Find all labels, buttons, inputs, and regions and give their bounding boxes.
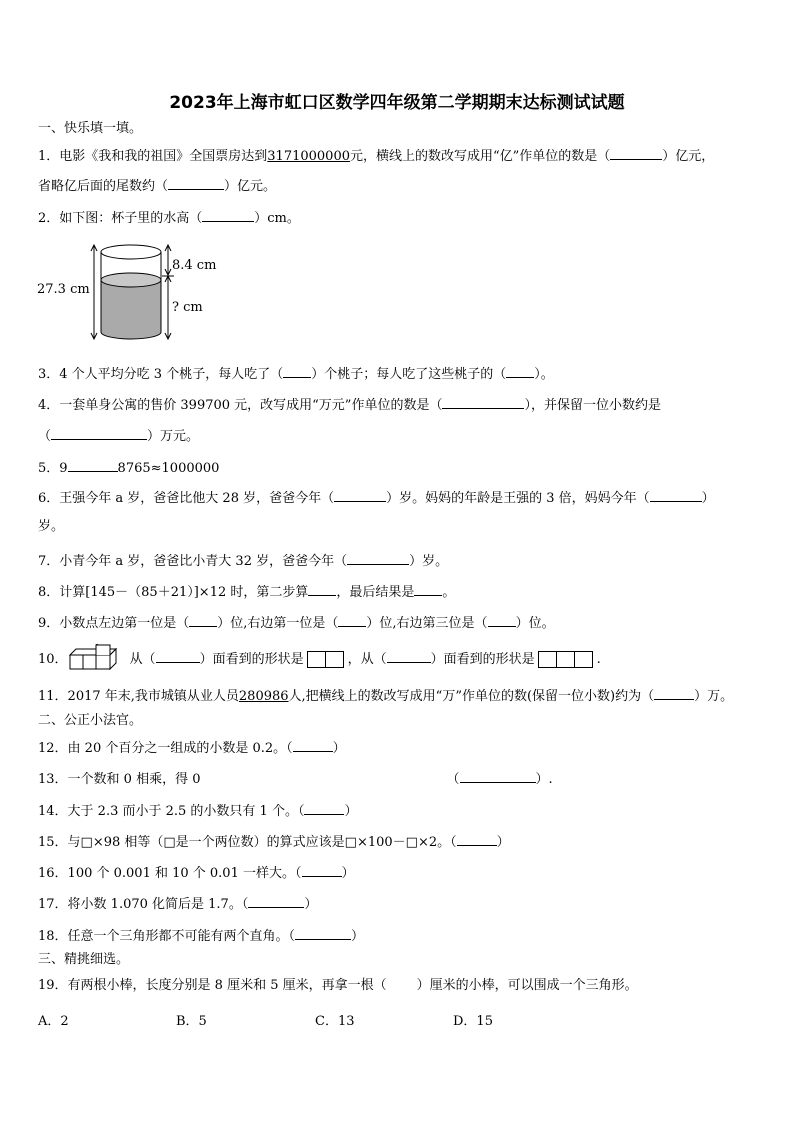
q2-text-a: 2．如下图：杯子里的水高（ — [38, 211, 203, 226]
q1-text-e: ）亿元。 — [224, 179, 277, 194]
q8-answer-blank-1[interactable] — [308, 582, 336, 596]
question-4 — [38, 395, 764, 415]
question-1 — [38, 146, 764, 166]
q9-text-b: ）位,右边第一位是（ — [217, 616, 339, 631]
q4-answer-blank-2[interactable] — [51, 426, 147, 440]
q7-text-b: ）岁。 — [409, 554, 449, 569]
question-12 — [38, 738, 764, 758]
section-heading-3: 三、精挑细选。 — [38, 952, 130, 967]
q17-text-b: ） — [304, 897, 318, 912]
option-d[interactable]: D．15 — [453, 1014, 493, 1029]
q8-text-c: 。 — [442, 585, 456, 600]
q10-text-b: 从（ — [129, 652, 156, 667]
q12-answer-blank[interactable] — [293, 738, 333, 752]
q3-answer-blank-2[interactable] — [506, 364, 534, 378]
q11-answer-blank[interactable] — [654, 686, 694, 700]
q6-answer-blank-2[interactable] — [650, 488, 702, 502]
section-heading-2: 二、公正小法官。 — [38, 713, 143, 728]
q1-text-c: ）亿元， — [662, 149, 715, 164]
question-8 — [38, 582, 764, 602]
q14-text-a: 14．大于 2.3 而小于 2.5 的小数只有 1 个。（ — [38, 804, 305, 819]
q6-text-c: ） — [701, 491, 715, 506]
q11-text-c: ）万。 — [694, 689, 734, 704]
q13-text-b: （ — [446, 772, 460, 787]
option-b[interactable]: B．5 — [176, 1014, 207, 1029]
q13-text-c: ）. — [535, 772, 553, 787]
view-shape-1 — [308, 651, 344, 669]
question-11 — [38, 686, 764, 706]
q16-text-b: ） — [341, 866, 355, 881]
q16-text-a: 16．100 个 0.001 和 10 个 0.01 一样大。（ — [38, 866, 302, 881]
q1-text-a: 1．电影《我和我的祖国》全国票房达到 — [38, 149, 268, 164]
question-6 — [38, 488, 764, 508]
q9-answer-blank-2[interactable] — [338, 613, 366, 627]
q18-text-b: ） — [351, 929, 365, 944]
q11-text-a: 11．2017 年末,我市城镇从业人员 — [38, 689, 239, 704]
q2-answer-blank[interactable] — [202, 208, 254, 222]
section-heading-1: 一、快乐填一填。 — [38, 121, 143, 136]
q4-text-c: （ — [38, 429, 52, 444]
q17-text-a: 17．将小数 1.070 化简后是 1.7。（ — [38, 897, 249, 912]
q1-text-d: 省略亿后面的尾数约（ — [38, 179, 169, 194]
page-title: 2023年上海市虹口区数学四年级第二学期期末达标测试试题 — [169, 93, 625, 113]
q16-answer-blank[interactable] — [302, 863, 342, 877]
q13-answer-blank[interactable] — [460, 769, 536, 783]
q11-text-b: 人,把横线上的数改写成用“万”作单位的数(保留一位小数)约为（ — [288, 689, 655, 704]
q5-answer-blank[interactable] — [68, 458, 118, 472]
question-2 — [38, 208, 764, 228]
q4-text-a: 4．一套单身公寓的售价 399700 元，改写成用“万元”作单位的数是（ — [38, 398, 443, 413]
q4-answer-blank-1[interactable] — [442, 395, 524, 409]
q14-answer-blank[interactable] — [304, 801, 344, 815]
cup-water-height-label: ? cm — [172, 300, 203, 315]
q13-text-a: 13．一个数和 0 相乘，得 0 — [38, 772, 201, 787]
q18-text-a: 18．任意一个三角形都不可能有两个直角。（ — [38, 929, 296, 944]
q1-text-b: 元，横线上的数改写成用“亿”作单位的数是（ — [350, 149, 611, 164]
q11-underlined-number: 280986 — [238, 689, 289, 704]
cube-stack-figure — [68, 644, 128, 670]
q1-answer-blank-1[interactable] — [610, 146, 662, 160]
q10-text-c: ）面看到的形状是 — [199, 652, 304, 667]
q10-text-d: ，从（ — [347, 652, 387, 667]
q1-underlined-number: 3171000000 — [267, 149, 350, 164]
q4-text-d: ）万元。 — [147, 429, 200, 444]
option-a[interactable]: A．2 — [38, 1014, 69, 1029]
q6-text-a: 6．王强今年 a 岁，爸爸比他大 28 岁，爸爸今年（ — [38, 491, 335, 506]
q9-text-c: ）位,右边第三位是（ — [366, 616, 488, 631]
question-6-cont: 岁。 — [38, 519, 65, 534]
q10-answer-blank-1[interactable] — [156, 649, 200, 663]
q3-text-b: ）个桃子；每人吃了这些桃子的（ — [311, 367, 507, 382]
q7-answer-blank[interactable] — [347, 551, 409, 565]
question-16 — [38, 863, 764, 883]
q6-answer-blank-1[interactable] — [334, 488, 386, 502]
q2-text-b: ）cm。 — [254, 211, 300, 226]
q4-text-b: ），并保留一位小数约是 — [524, 398, 661, 413]
question-9 — [38, 613, 764, 633]
q9-text-a: 9．小数点左边第一位是（ — [38, 616, 190, 631]
question-4-cont — [38, 426, 764, 446]
q15-answer-blank[interactable] — [457, 832, 497, 846]
q15-text-b: ） — [496, 835, 510, 850]
q6-text-b: ）岁。妈妈的年龄是王强的 3 倍，妈妈今年（ — [386, 491, 650, 506]
q9-answer-blank-3[interactable] — [488, 613, 516, 627]
question-10 — [38, 649, 764, 670]
q10-text-a: 10． — [38, 652, 68, 667]
q19-text-a: 19．有两根小棒，长度分别是 8 厘米和 5 厘米，再拿一根（ — [38, 978, 387, 993]
question-3 — [38, 364, 764, 384]
q1-answer-blank-2[interactable] — [168, 176, 224, 190]
q8-text-b: ，最后结果是 — [336, 585, 415, 600]
q17-answer-blank[interactable] — [248, 894, 304, 908]
q3-text-a: 3．4 个人平均分吃 3 个桃子，每人吃了（ — [38, 367, 284, 382]
q18-answer-blank[interactable] — [295, 926, 351, 940]
q12-text-b: ） — [332, 741, 346, 756]
question-5 — [38, 458, 764, 478]
option-c[interactable]: C．13 — [315, 1014, 355, 1029]
q10-text-e: ）面看到的形状是 — [430, 652, 535, 667]
question-19 — [38, 977, 764, 995]
q10-answer-blank-2[interactable] — [387, 649, 431, 663]
question-14 — [38, 801, 764, 821]
q5-text-b: 8765≈1000000 — [117, 461, 220, 476]
cup-total-height-label: 27.3 cm — [37, 282, 90, 297]
q7-text-a: 7．小青今年 a 岁，爸爸比小青大 32 岁，爸爸今年（ — [38, 554, 348, 569]
q8-answer-blank-2[interactable] — [414, 582, 442, 596]
cup-top-gap-label: 8.4 cm — [172, 258, 217, 273]
q3-text-c: ）。 — [534, 367, 554, 382]
q19-text-b: ）厘米的小棒，可以围成一个三角形。 — [416, 978, 638, 993]
q15-text-a: 15．与□×98 相等（□是一个两位数）的算式应该是□×100－□×2。（ — [38, 835, 457, 850]
question-17 — [38, 894, 764, 914]
q5-text-a: 5．9 — [38, 461, 68, 476]
q9-text-d: ）位。 — [515, 616, 555, 631]
q14-text-b: ） — [344, 804, 358, 819]
q12-text-a: 12．由 20 个百分之一组成的小数是 0.2。（ — [38, 741, 293, 756]
q9-answer-blank-1[interactable] — [189, 613, 217, 627]
question-18 — [38, 926, 764, 946]
question-13 — [38, 769, 764, 789]
view-shape-2 — [539, 651, 593, 669]
question-15 — [38, 832, 764, 852]
q10-text-f: . — [596, 652, 601, 667]
question-1-cont — [38, 176, 764, 196]
question-7 — [38, 551, 764, 571]
q8-text-a: 8．计算[145－（85＋21）]×12 时，第二步算 — [38, 585, 309, 600]
q3-answer-blank-1[interactable] — [283, 364, 311, 378]
